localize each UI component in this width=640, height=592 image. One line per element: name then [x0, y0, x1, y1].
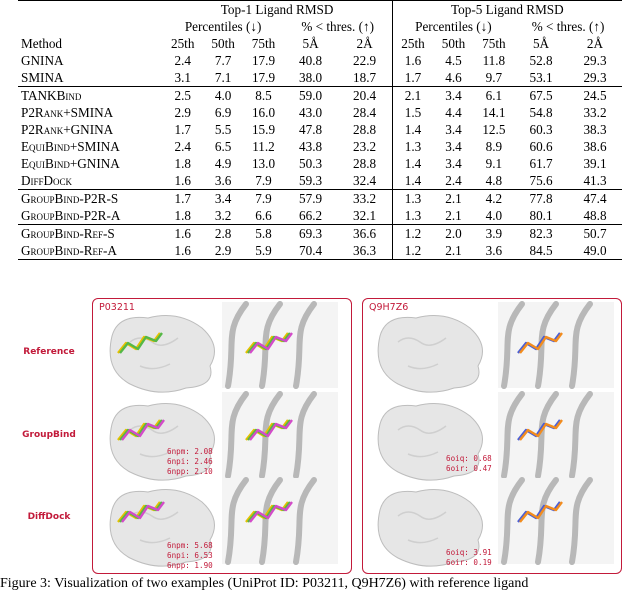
- value-cell: 20.4: [337, 87, 392, 105]
- method-cell: EquiBind+SMINA: [21, 139, 120, 154]
- value-cell: 43.8: [299, 139, 323, 154]
- value-cell: 1.5: [404, 105, 422, 120]
- value-cell: 1.6: [163, 242, 203, 260]
- method-cell: P2Rank+SMINA: [21, 105, 114, 120]
- value-cell: 7.1: [214, 70, 232, 85]
- value-cell: 1.2: [392, 242, 433, 260]
- value-cell: 3.1: [174, 70, 191, 85]
- value-cell: 48.8: [583, 208, 607, 223]
- value-cell: 5.8: [243, 225, 283, 243]
- value-cell: 4.9: [214, 156, 232, 171]
- top5-header: Top-5 Ligand RMSD: [392, 1, 622, 19]
- method-cell: GroupBind-Ref-A: [18, 242, 163, 260]
- value-cell: 82.3: [514, 225, 568, 243]
- thres-header: % < thres. (↑): [531, 19, 605, 34]
- value-cell: 6.5: [214, 139, 232, 154]
- column-label: 2Å: [586, 36, 604, 51]
- value-cell: 3.4: [445, 139, 462, 154]
- value-cell: 38.6: [583, 139, 607, 154]
- value-cell: 3.4: [445, 122, 462, 137]
- value-cell: 60.3: [529, 122, 553, 137]
- value-cell: 47.8: [299, 122, 323, 137]
- value-cell: 3.2: [214, 208, 232, 223]
- value-cell: 57.9: [284, 190, 338, 208]
- value-cell: 75.6: [529, 173, 553, 188]
- value-cell: 2.1: [433, 190, 473, 208]
- column-label: 25th: [401, 36, 425, 51]
- value-cell: 7.7: [214, 53, 232, 68]
- value-cell: 16.0: [251, 105, 276, 120]
- value-cell: 4.2: [474, 190, 514, 208]
- value-cell: 18.7: [337, 69, 392, 87]
- top1-header: Top-1 Ligand RMSD: [163, 1, 393, 19]
- value-cell: 2.4: [445, 173, 462, 188]
- value-cell: 41.3: [583, 173, 607, 188]
- value-cell: 1.3: [404, 139, 422, 154]
- panel-title: P03211: [99, 302, 135, 313]
- value-cell: 1.2: [392, 225, 433, 243]
- column-label: 2Å: [337, 35, 392, 52]
- value-cell: 1.7: [163, 190, 203, 208]
- column-label: 5Å: [302, 36, 319, 51]
- value-cell: 59.0: [284, 87, 338, 105]
- method-cell: SMINA: [21, 70, 64, 85]
- value-cell: 39.1: [583, 156, 607, 171]
- value-cell: 2.9: [174, 105, 191, 120]
- value-cell: 4.5: [445, 53, 462, 68]
- value-cell: 32.1: [337, 207, 392, 225]
- row-label-diffdock: DiffDock: [27, 512, 71, 522]
- value-cell: 1.7: [404, 70, 422, 85]
- value-cell: 24.5: [568, 87, 622, 105]
- value-cell: 1.8: [174, 208, 191, 223]
- value-cell: 9.1: [485, 156, 503, 171]
- value-cell: 1.7: [174, 122, 191, 137]
- value-cell: 4.8: [485, 173, 503, 188]
- column-label: 75th: [482, 36, 506, 51]
- rmsd-scores: 6oiq: 3.91 6oir: 0.19: [446, 548, 492, 567]
- value-cell: 47.4: [568, 190, 622, 208]
- value-cell: 2.9: [203, 242, 243, 260]
- value-cell: 1.3: [392, 190, 433, 208]
- value-cell: 2.4: [174, 139, 191, 154]
- percentiles-header: Percentiles (↓): [415, 19, 492, 34]
- value-cell: 1.4: [404, 173, 422, 188]
- column-label: 50th: [211, 36, 235, 51]
- value-cell: 2.5: [163, 87, 203, 105]
- value-cell: 1.6: [174, 173, 191, 188]
- value-cell: 36.6: [337, 225, 392, 243]
- value-cell: 29.3: [583, 70, 607, 85]
- value-cell: 80.1: [529, 208, 553, 223]
- value-cell: 50.3: [299, 156, 323, 171]
- value-cell: 14.1: [482, 105, 506, 120]
- value-cell: 4.4: [445, 105, 462, 120]
- value-cell: 1.6: [404, 53, 422, 68]
- value-cell: 61.7: [529, 156, 553, 171]
- value-cell: 3.9: [474, 225, 514, 243]
- value-cell: 3.6: [474, 242, 514, 260]
- value-cell: 6.9: [214, 105, 232, 120]
- value-cell: 2.4: [174, 53, 191, 68]
- value-cell: 28.4: [337, 104, 392, 121]
- value-cell: 28.8: [337, 121, 392, 138]
- value-cell: 13.0: [251, 156, 276, 171]
- value-cell: 12.5: [482, 122, 506, 137]
- percentiles-header: Percentiles (↓): [184, 19, 262, 34]
- value-cell: 38.0: [299, 70, 323, 85]
- method-cell: EquiBind+GNINA: [21, 156, 120, 171]
- value-cell: 23.2: [337, 138, 392, 155]
- value-cell: 4.0: [485, 208, 503, 223]
- value-cell: 17.9: [251, 70, 276, 85]
- column-label: 25th: [170, 36, 195, 51]
- column-label: 50th: [441, 36, 466, 51]
- value-cell: 2.0: [433, 225, 473, 243]
- value-cell: 32.4: [337, 172, 392, 190]
- value-cell: 2.1: [392, 87, 433, 105]
- method-cell: GroupBind-P2R-A: [21, 208, 121, 223]
- value-cell: 1.4: [404, 122, 422, 137]
- value-cell: 53.1: [529, 70, 553, 85]
- value-cell: 43.0: [299, 105, 323, 120]
- thres-header: % < thres. (↑): [284, 18, 393, 35]
- value-cell: 38.3: [583, 122, 607, 137]
- column-label: 5Å: [532, 36, 550, 51]
- value-cell: 2.8: [203, 225, 243, 243]
- value-cell: 50.7: [568, 225, 622, 243]
- value-cell: 3.6: [214, 173, 232, 188]
- value-cell: 69.3: [284, 225, 338, 243]
- value-cell: 2.1: [445, 208, 462, 223]
- value-cell: 5.9: [243, 242, 283, 260]
- figure-caption: Figure 3: Visualization of two examples (UniProt ID: P03211, Q9H7Z6) with reference ligand: [0, 576, 529, 591]
- value-cell: 11.8: [482, 53, 506, 68]
- value-cell: 9.7: [485, 70, 503, 85]
- value-cell: 22.9: [337, 52, 392, 69]
- value-cell: 8.5: [243, 87, 283, 105]
- value-cell: 52.8: [529, 53, 553, 68]
- row-label-groupbind: GroupBind: [22, 430, 76, 440]
- value-cell: 70.4: [284, 242, 338, 260]
- value-cell: 17.9: [251, 53, 276, 68]
- value-cell: 3.4: [203, 190, 243, 208]
- value-cell: 7.9: [255, 173, 272, 188]
- value-cell: 33.2: [337, 190, 392, 208]
- value-cell: 59.3: [299, 173, 323, 188]
- method-cell: TANKBind: [18, 87, 163, 105]
- value-cell: 40.8: [299, 53, 323, 68]
- value-cell: 2.1: [433, 242, 473, 260]
- value-cell: 3.4: [433, 87, 473, 105]
- method-header: Method: [21, 36, 63, 51]
- value-cell: 77.8: [514, 190, 568, 208]
- value-cell: 36.3: [337, 242, 392, 260]
- rmsd-scores: 6npm: 5.68 6npi: 6.53 6npp: 1.90: [167, 541, 213, 570]
- value-cell: 1.3: [404, 208, 422, 223]
- value-cell: 4.6: [445, 70, 462, 85]
- protein-surface: [378, 316, 482, 393]
- value-cell: 1.6: [163, 225, 203, 243]
- value-cell: 60.6: [529, 139, 553, 154]
- value-cell: 29.3: [583, 53, 607, 68]
- value-cell: 5.5: [214, 122, 232, 137]
- method-cell: DiffDock: [21, 173, 73, 188]
- row-label-reference: Reference: [23, 347, 75, 357]
- rmsd-scores: 6oiq: 0.68 6oir: 0.47: [446, 454, 492, 473]
- method-cell: GNINA: [21, 53, 64, 68]
- value-cell: 6.1: [474, 87, 514, 105]
- value-cell: 11.2: [252, 139, 275, 154]
- value-cell: 8.9: [485, 139, 503, 154]
- value-cell: 1.4: [404, 156, 422, 171]
- value-cell: 28.8: [337, 155, 392, 172]
- method-cell: GroupBind-P2R-S: [18, 190, 163, 208]
- value-cell: 33.2: [583, 105, 607, 120]
- value-cell: 84.5: [514, 242, 568, 260]
- method-cell: GroupBind-Ref-S: [18, 225, 163, 243]
- method-cell: P2Rank+GNINA: [21, 122, 114, 137]
- value-cell: 4.0: [203, 87, 243, 105]
- value-cell: 54.8: [529, 105, 553, 120]
- value-cell: 3.4: [445, 156, 462, 171]
- protein-surface: [110, 316, 214, 393]
- value-cell: 66.2: [299, 208, 323, 223]
- column-label: 75th: [251, 36, 276, 51]
- value-cell: 1.8: [174, 156, 191, 171]
- value-cell: 67.5: [514, 87, 568, 105]
- value-cell: 49.0: [568, 242, 622, 260]
- value-cell: 15.9: [251, 122, 276, 137]
- value-cell: 6.6: [255, 208, 272, 223]
- panel-title: Q9H7Z6: [369, 302, 409, 313]
- value-cell: 7.9: [243, 190, 283, 208]
- rmsd-scores: 6npm: 2.08 6npi: 2.46 6npp: 2.10: [167, 447, 213, 476]
